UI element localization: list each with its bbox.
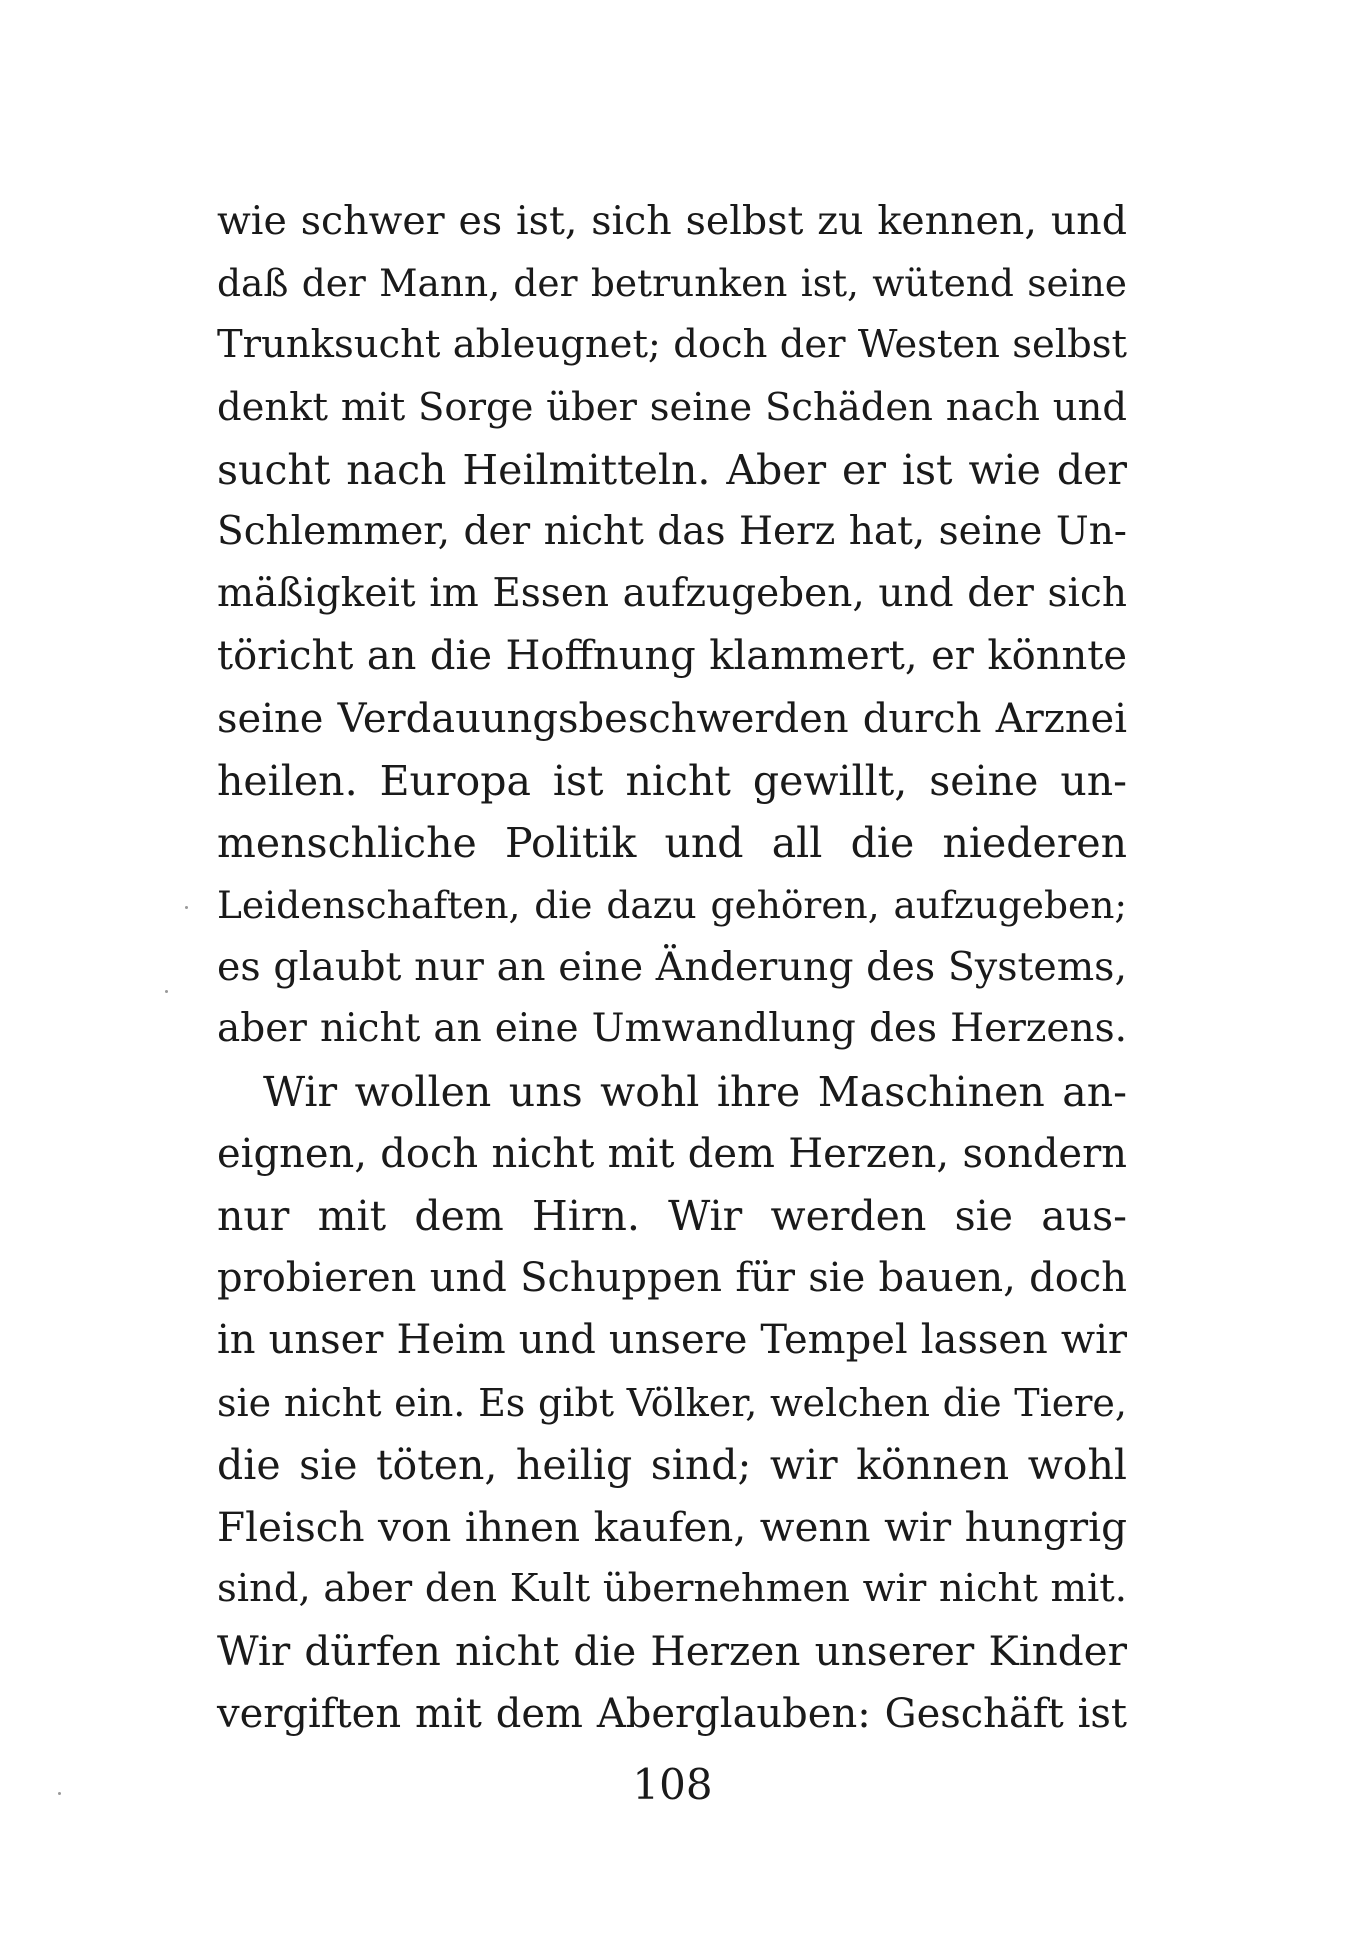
text-line: sie nicht ein. Es gibt Völker, welchen die Tiere, [217, 1380, 1127, 1425]
text-line: Fleisch von ihnen kaufen, wenn wir hungrig [217, 1502, 1127, 1551]
page-number: 108 [632, 1760, 713, 1809]
body-text [217, 190, 1127, 1745]
text-line: Leidenschaften, die dazu gehören, aufzugeben; [217, 883, 1127, 928]
paper-speck [185, 906, 188, 909]
text-line: heilen. Europa ist nicht gewillt, seine un- [217, 756, 1127, 805]
text-line: eignen, doch nicht mit dem Herzen, sondern [217, 1130, 1127, 1177]
text-line: töricht an die Hoffnung klammert, er könnte [217, 633, 1127, 680]
text-line: denkt mit Sorge über seine Schäden nach und [217, 384, 1127, 430]
text-line: in unser Heim und unsere Tempel lassen wir [217, 1317, 1127, 1364]
text-line: probieren und Schuppen für sie bauen, doch [217, 1255, 1127, 1302]
text-line: Schlemmer, der nicht das Herz hat, seine Un- [217, 508, 1127, 554]
text-line: nur mit dem Hirn. Wir werden sie aus- [217, 1192, 1127, 1240]
text-line: Wir dürfen nicht die Herzen unserer Kinder [217, 1627, 1127, 1676]
text-line: sucht nach Heilmitteln. Aber er ist wie der [217, 445, 1127, 494]
text-line: wie schwer es ist, sich selbst zu kennen, und [217, 198, 1127, 244]
text-line: sind, aber den Kult übernehmen wir nicht mit. [217, 1566, 1127, 1612]
text-line: menschliche Politik und all die niederen [217, 818, 1127, 867]
text-line: es glaubt nur an eine Änderung des Systems, [217, 944, 1127, 991]
text-line: daß der Mann, der betrunken ist, wütend seine [217, 261, 1127, 306]
text-line: mäßigkeit im Essen aufzugeben, und der sich [217, 571, 1127, 617]
text-line: vergiften mit dem Aberglauben: Geschäft ist [217, 1690, 1127, 1737]
paragraph-first-line: Wir wollen uns wohl ihre Maschinen an- [263, 1067, 1127, 1116]
text-line: seine Verdauungsbeschwerden durch Arznei [217, 695, 1127, 742]
paper-speck [165, 990, 168, 993]
text-line: aber nicht an eine Umwandlung des Herzens. [217, 1006, 1127, 1052]
text-line: die sie töten, heilig sind; wir können wohl [217, 1440, 1127, 1489]
text-line: Trunksucht ableugnet; doch der Westen selbst [217, 322, 1127, 368]
paper-speck [58, 1792, 61, 1795]
